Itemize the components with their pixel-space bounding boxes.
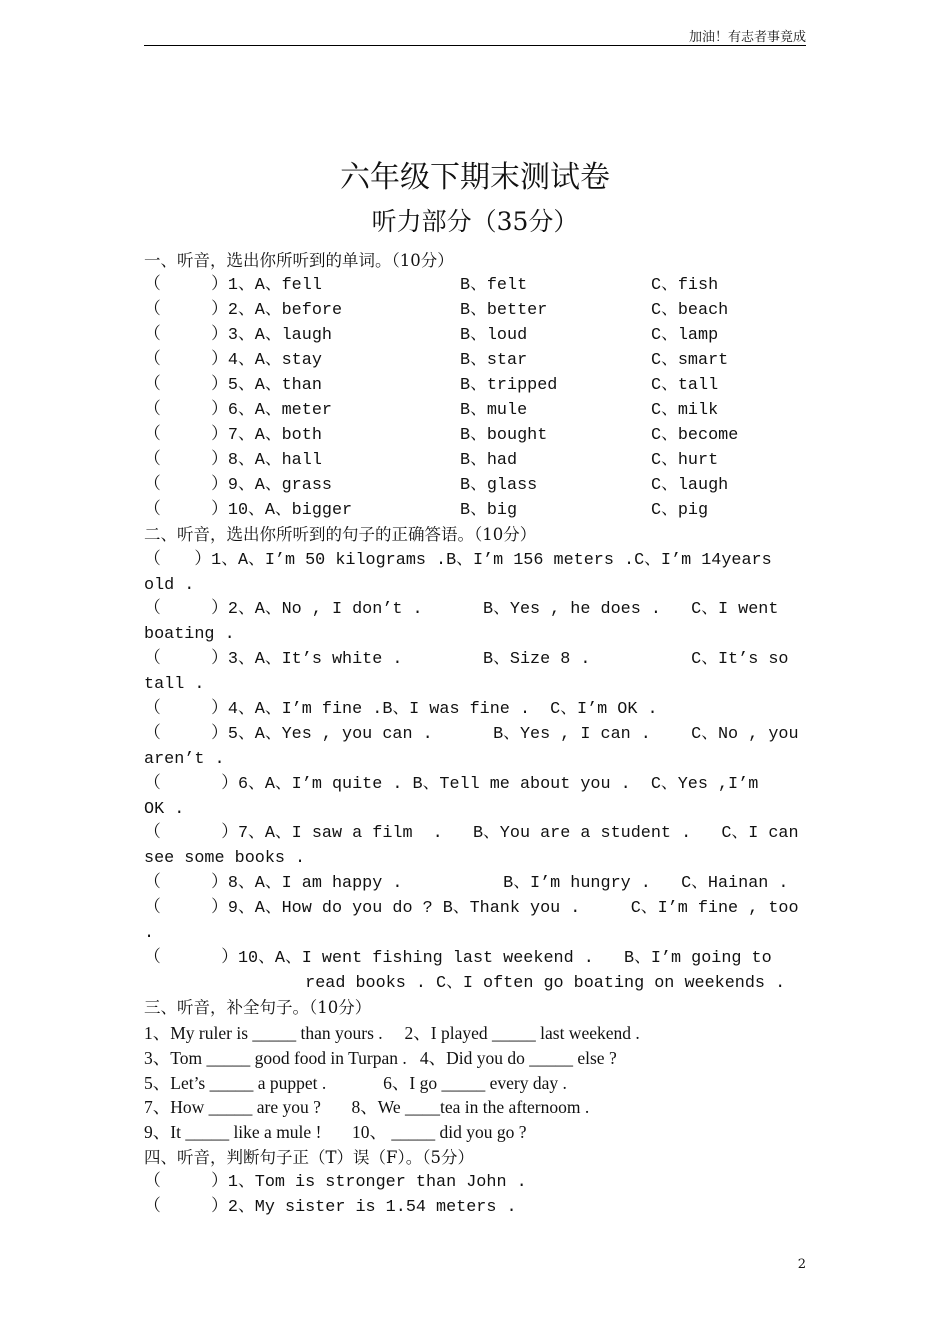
word-option-c: C、tall <box>651 376 719 395</box>
fill-blank-line: 3、Tom _____ good food in Turpan . 4、Did you do _____ else ? <box>144 1048 617 1068</box>
section4-heading: 四、听音，判断句子正（T）误（F）。（5分） <box>144 1148 474 1167</box>
word-option-b: B、mule <box>460 401 528 420</box>
word-item <box>144 473 808 498</box>
word-option-a: （ ）8、A、hall <box>144 451 322 470</box>
section2-heading: 二、听音，选出你所听到的句子的正确答语。（10分） <box>144 525 537 544</box>
word-item <box>144 273 808 298</box>
word-option-a: （ ）3、A、laugh <box>144 326 332 345</box>
fill-blank-line: 1、My ruler is _____ than yours . 2、I played _____ last weekend . <box>144 1023 640 1043</box>
word-option-a: （ ）2、A、before <box>144 301 343 320</box>
sentence-line: tall . <box>144 675 205 694</box>
true-false-line: （ ）1、Tom is stronger than John . <box>144 1173 527 1192</box>
word-option-a: （ ）4、A、stay <box>144 351 322 370</box>
sentence-line: see some books . <box>144 849 306 868</box>
word-item <box>144 398 808 423</box>
sentence-line: boating . <box>144 625 235 644</box>
word-option-c: C、beach <box>651 301 729 320</box>
true-false-line: （ ）2、My sister is 1.54 meters . <box>144 1198 517 1217</box>
section1-heading: 一、听音，选出你所听到的单词。（10分） <box>144 251 454 270</box>
word-option-c: C、milk <box>651 401 719 420</box>
word-option-c: C、pig <box>651 501 709 520</box>
sentence-line: read books . C、I often go boating on weekends . <box>144 974 786 993</box>
page-subtitle: 听力部分（35分） <box>371 207 579 236</box>
sentence-line: （ ）3、A、It’s white . B、Size 8 . C、It’s so <box>144 650 789 669</box>
word-item <box>144 298 808 323</box>
word-option-b: B、star <box>460 351 528 370</box>
sentence-line: old . <box>144 576 195 595</box>
word-option-a: （ ）5、A、than <box>144 376 322 395</box>
word-option-c: C、fish <box>651 276 719 295</box>
word-option-c: C、become <box>651 426 739 445</box>
word-option-a: （ ）10、A、bigger <box>144 501 353 520</box>
sentence-line: （ ）2、A、No , I don’t . B、Yes , he does . C、I went <box>144 600 779 619</box>
word-option-a: （ ）1、A、fell <box>144 276 322 295</box>
word-option-b: B、big <box>460 501 518 520</box>
header-rule <box>144 45 806 46</box>
word-item <box>144 348 808 373</box>
word-item <box>144 323 808 348</box>
fill-blank-line: 7、How _____ are you ? 8、We ____tea in the afternoom . <box>144 1097 590 1117</box>
word-option-c: C、laugh <box>651 476 729 495</box>
page-number: 2 <box>797 1257 806 1272</box>
sentence-line: （ ）7、A、I saw a film . B、You are a student . C、I can <box>144 824 799 843</box>
word-option-b: B、better <box>460 301 548 320</box>
page-title: 六年级下期末测试卷 <box>340 160 610 195</box>
sentence-line: （ ）8、A、I am happy . B、I’m hungry . C、Hainan . <box>144 874 789 893</box>
section3-heading: 三、听音，补全句子。（10分） <box>144 998 372 1017</box>
word-option-c: C、hurt <box>651 451 719 470</box>
word-option-a: （ ）9、A、grass <box>144 476 332 495</box>
word-option-b: B、had <box>460 451 518 470</box>
word-option-b: B、bought <box>460 426 548 445</box>
word-item <box>144 373 808 398</box>
word-option-b: B、felt <box>460 276 528 295</box>
fill-blank-line: 9、It _____ like a mule ! 10、 _____ did you go ? <box>144 1122 527 1142</box>
word-option-a: （ ）7、A、both <box>144 426 322 445</box>
sentence-line: （ ）9、A、How do you do ? B、Thank you . C、I’m fine , too <box>144 899 799 918</box>
sentence-line: （ ）4、A、I’m fine .B、I was fine . C、I’m OK . <box>144 700 658 719</box>
header-motto: 加油！有志者事竟成 <box>688 30 806 45</box>
sentence-line: OK . <box>144 800 185 819</box>
word-option-a: （ ）6、A、meter <box>144 401 332 420</box>
sentence-line: . <box>144 924 155 943</box>
fill-blank-line: 5、Let’s _____ a puppet . 6、I go _____ every day . <box>144 1073 567 1093</box>
sentence-line: （ ）6、A、I’m quite . B、Tell me about you . C、Yes ,I’m <box>144 775 759 794</box>
word-option-b: B、tripped <box>460 376 558 395</box>
word-option-c: C、smart <box>651 351 729 370</box>
word-item <box>144 448 808 473</box>
word-option-b: B、glass <box>460 476 538 495</box>
word-option-b: B、loud <box>460 326 528 345</box>
sentence-line: （ ）1、A、I’m 50 kilograms .B、I’m 156 meters .C、I’m 14years <box>144 551 772 570</box>
sentence-line: （ ）10、A、I went fishing last weekend . B、I’m going to <box>144 949 772 968</box>
word-item <box>144 423 808 448</box>
sentence-line: aren’t . <box>144 750 225 769</box>
word-item <box>144 498 808 523</box>
word-option-c: C、lamp <box>651 326 719 345</box>
sentence-line: （ ）5、A、Yes , you can . B、Yes , I can . C、No , you <box>144 725 799 744</box>
